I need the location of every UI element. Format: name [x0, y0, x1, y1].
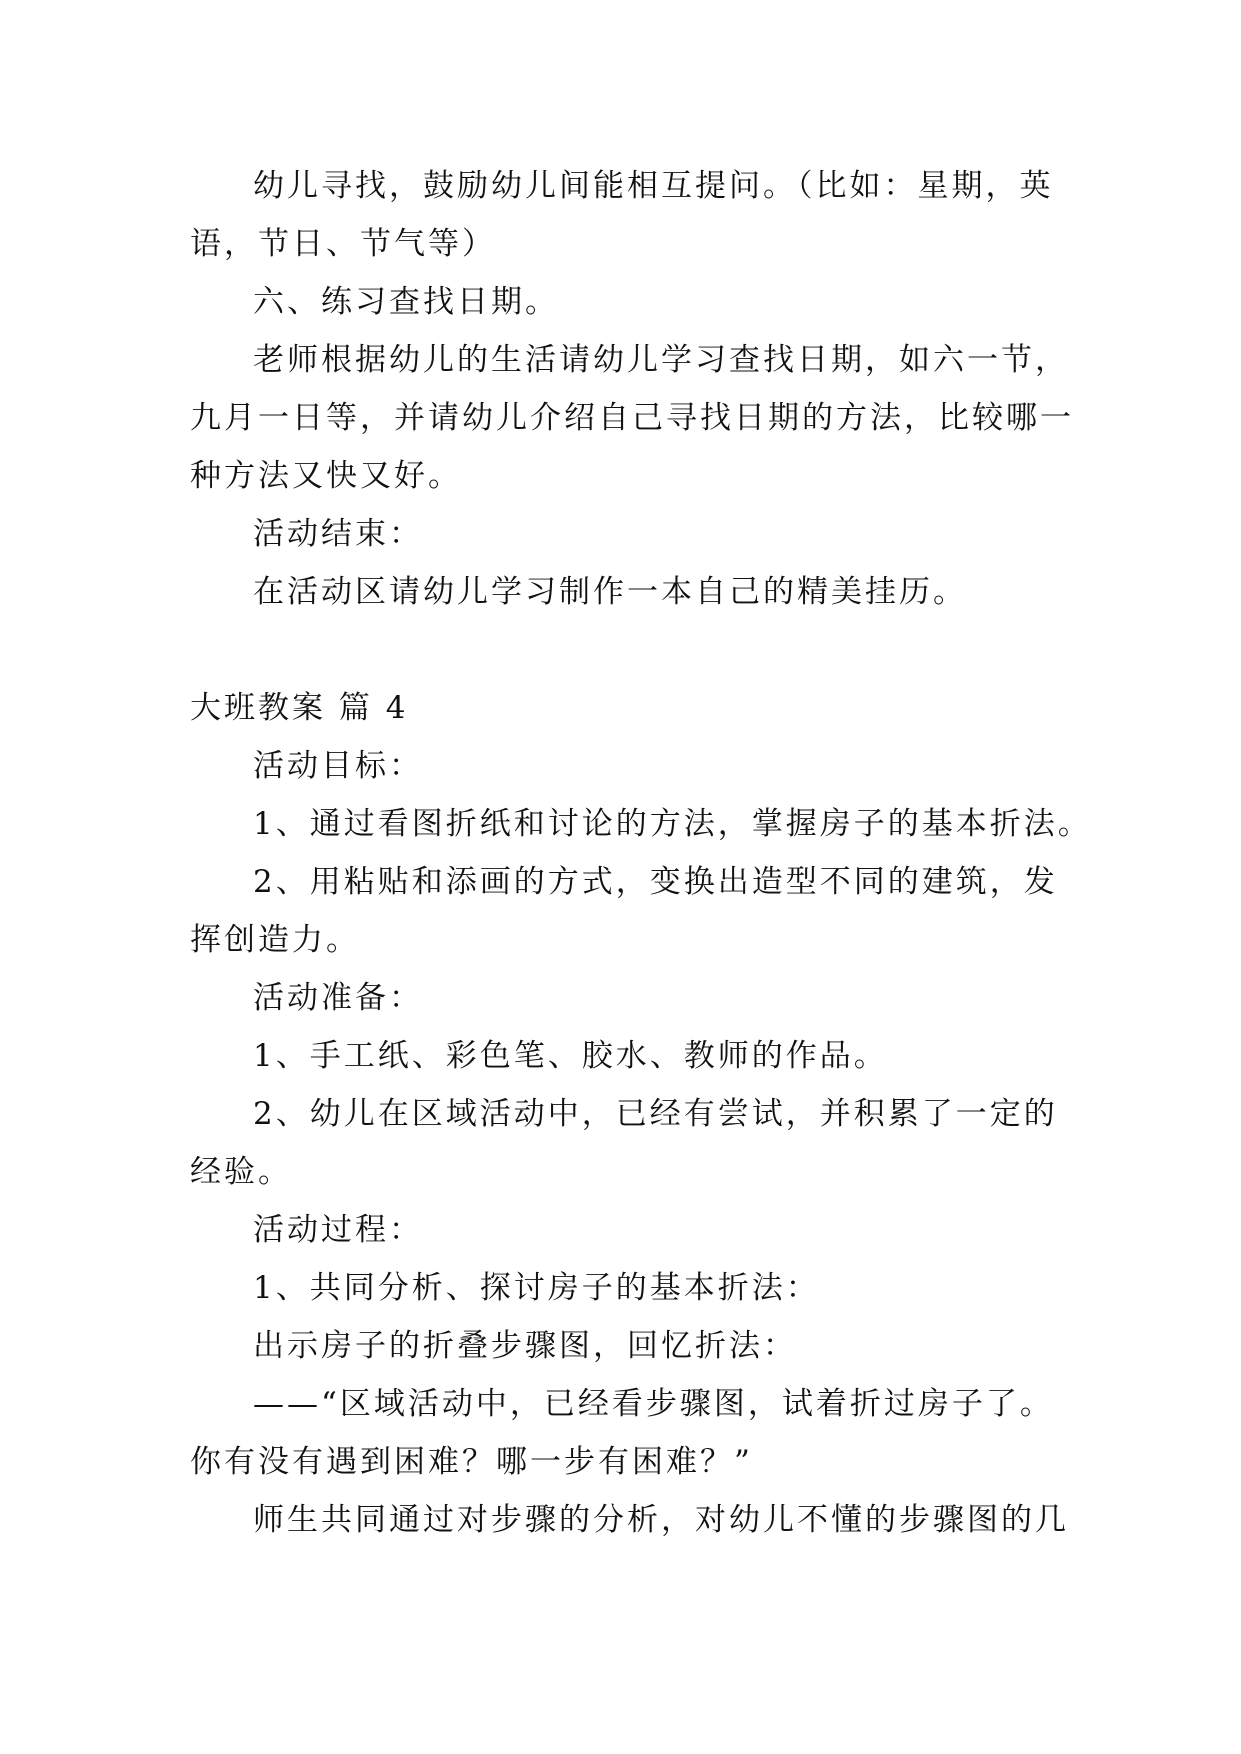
paragraph-line: 你有没有遇到困难？哪一步有困难？” — [190, 1444, 753, 1480]
paragraph-line: 活动目标： — [253, 748, 423, 784]
paragraph-line: 九月一日等，并请幼儿介绍自己寻找日期的方法，比较哪一 — [190, 400, 1074, 436]
paragraph-line: 幼儿寻找，鼓励幼儿间能相互提问。（比如：星期，英 — [253, 168, 1054, 204]
paragraph-line: ——“区域活动中，已经看步骤图，试着折过房子了。 — [253, 1386, 1054, 1422]
section-heading: 大班教案 篇 4 — [190, 690, 409, 726]
paragraph-line: 经验。 — [190, 1154, 292, 1190]
paragraph-line: 2、幼儿在区域活动中，已经有尝试，并积累了一定的 — [253, 1096, 1058, 1132]
paragraph-line: 活动过程： — [253, 1212, 423, 1248]
paragraph-line: 六、练习查找日期。 — [253, 284, 559, 320]
paragraph-line: 2、用粘贴和添画的方式，变换出造型不同的建筑，发 — [253, 864, 1058, 900]
paragraph-line: 1、共同分析、探讨房子的基本折法： — [253, 1270, 820, 1306]
paragraph-line: 语，节日、节气等） — [190, 226, 496, 262]
paragraph-line: 1、通过看图折纸和讨论的方法，掌握房子的基本折法。 — [253, 806, 1092, 842]
paragraph-line: 挥创造力。 — [190, 922, 360, 958]
paragraph-line: 活动结束： — [253, 516, 423, 552]
paragraph-line: 师生共同通过对步骤的分析，对幼儿不懂的步骤图的几 — [253, 1502, 1069, 1538]
paragraph-line: 1、手工纸、彩色笔、胶水、教师的作品。 — [253, 1038, 888, 1074]
paragraph-line: 活动准备： — [253, 980, 423, 1016]
paragraph-line: 出示房子的折叠步骤图，回忆折法： — [253, 1328, 797, 1364]
paragraph-line: 老师根据幼儿的生活请幼儿学习查找日期，如六一节， — [253, 342, 1069, 378]
paragraph-line: 在活动区请幼儿学习制作一本自己的精美挂历。 — [253, 574, 967, 610]
paragraph-line: 种方法又快又好。 — [190, 458, 462, 494]
